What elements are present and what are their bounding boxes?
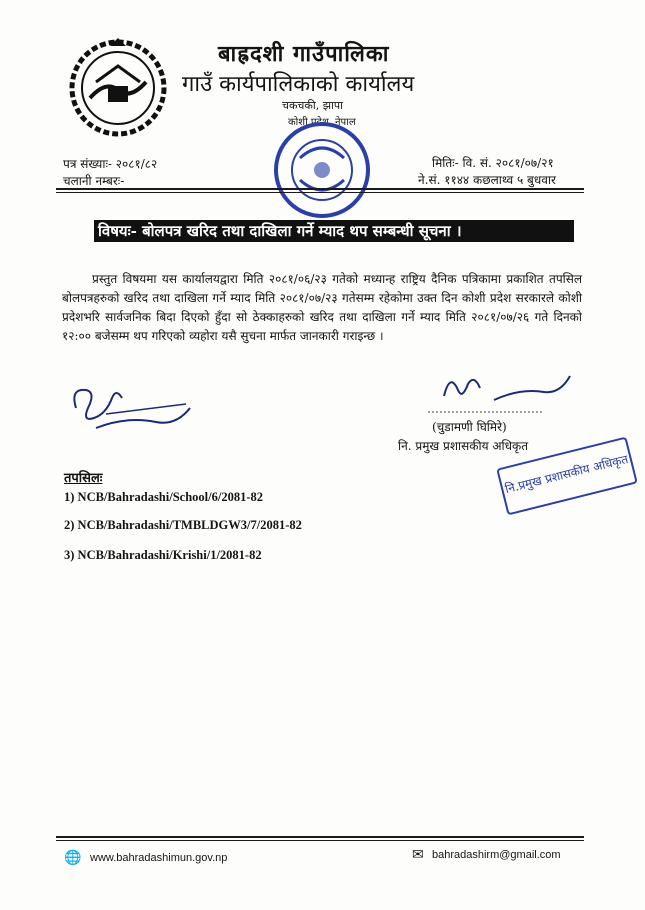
office-location: चकचकी, झापा <box>282 99 343 112</box>
annex-title: तपसिलः <box>64 471 103 486</box>
annex-item: 3) NCB/Bahradashi/Krishi/1/2081-82 <box>64 548 262 562</box>
officer-title: नि. प्रमुख प्रशासकीय अधिकृत <box>398 439 529 453</box>
email-link[interactable]: bahradashirm@gmail.com <box>432 849 561 861</box>
footer-divider <box>56 836 584 838</box>
office-round-stamp <box>270 118 374 222</box>
header-divider-thin <box>56 192 584 193</box>
website-link[interactable]: www.bahradashimun.gov.np <box>90 852 228 864</box>
globe-icon: 🌐 <box>64 850 82 866</box>
mail-icon: ✉ <box>412 847 424 863</box>
notice-paragraph: प्रस्तुत विषयमा यस कार्यालयद्वारा मिति २०८१/०६/२३ गतेको मध्यान्ह राष्ट्रिय दैनिक पत्रिकामा प्रकाशित तपसिल बोलपत्रहरुको खरिद तथा दाखिला गर्ने म्याद मिति २०८१/०७/२३ गतेसम्म रहेकोमा उक्त दिन कोशी प्रदेश सरकारले कोशी प्रदेशभरि सार्वजनिक बिदा दिएको हुँदा सो ठेक्काहरुको खरिद तथा दाखिला गर्ने म्याद मिति २०८१/०७/२६ गते दिनको १२:०० बजेसम्म थप गरिएको व्यहोरा यसै सुचना मार्फत जानकारी गराइन्छ । <box>62 272 582 343</box>
left-handwritten-signature <box>66 378 196 438</box>
designation-stamp: नि.प्रमुख प्रशासकीय अधिकृत <box>496 437 638 516</box>
annex-item: 2) NCB/Bahradashi/TMBLDGW3/7/2081-82 <box>64 518 302 532</box>
date-nepal-sambat: ने.सं. ११४४ कछलाथ्व ५ बुधवार <box>418 173 556 187</box>
right-handwritten-signature <box>424 366 574 414</box>
footer-divider-thin <box>56 840 584 841</box>
header-divider <box>56 188 584 190</box>
subject-banner: विषयः- बोलपत्र खरिद तथा दाखिला गर्ने म्याद थप सम्बन्धी सूचना । <box>94 220 574 242</box>
notice-body <box>62 270 582 346</box>
annex-item: 1) NCB/Bahradashi/School/6/2081-82 <box>64 490 263 504</box>
office-province: कोशी प्रदेश, नेपाल <box>288 117 356 128</box>
dispatch-number: चलानी नम्बरः- <box>63 174 125 188</box>
office-subtitle: गाउँ कार्यपालिकाको कार्यालय <box>182 72 415 97</box>
officer-name: (चुडामणी घिमिरे) <box>432 420 507 434</box>
nepal-emblem-logo <box>66 36 170 140</box>
date-bikram-sambat: मितिः- वि. सं. २०८१/०७/२१ <box>432 156 554 170</box>
reference-number: पत्र संख्याः- २०८१/८२ <box>63 157 158 171</box>
office-name: बाह्रदशी गाउँपालिका <box>218 41 390 67</box>
